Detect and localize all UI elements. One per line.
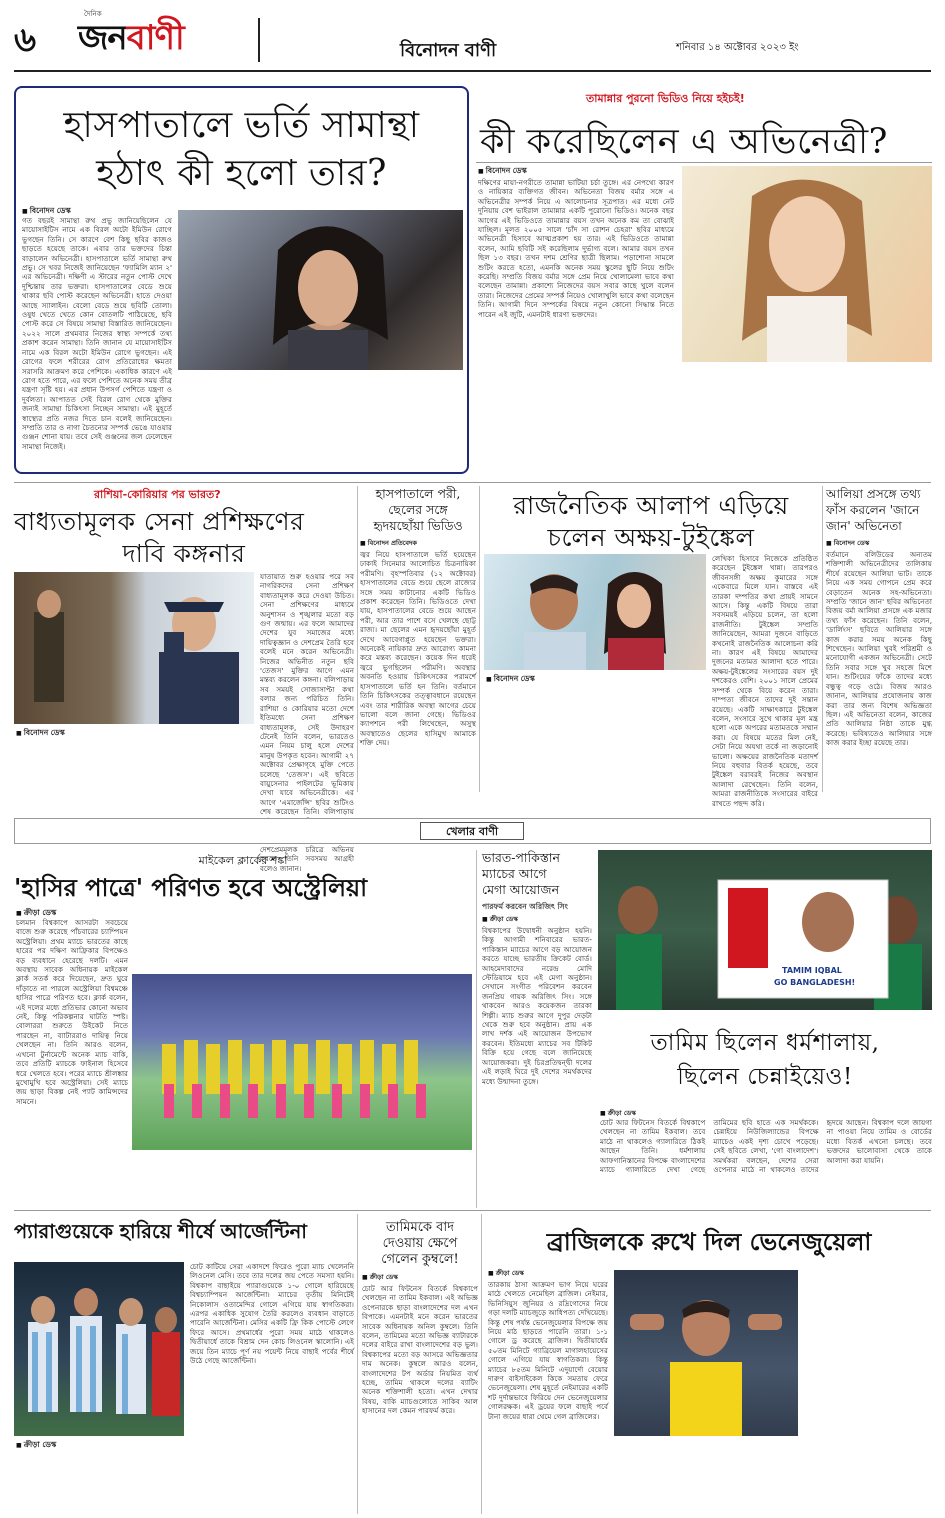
akshay-body: লেখিকা হিসাবে নিজেকে প্রতিষ্ঠিত করেছেন টুইঙ্কেল খান্না। তারপরও জীবনসঙ্গী অক্ষয় কুমারের সঙ্গে একেবারে মিলে যান। বাস্তবে এই তারকা দম্পতির কথা প্রায়ই সামনে আসে। কিন্তু একটি বিষয়ে তারা সবসময়ই এড়িয়ে চলেন, তা হলো রাজনীতি। টুইঙ্কেল সম্প্রতি জানিয়েছেন, আমরা দুজনে বাড়িতে কখনোই রাজনৈতিক আলোচনা করি না। কারণ এই বিষয়ে আমাদের দুজনের মতামত আলাদা হতে পারে। অক্ষয়-টুইঙ্কেলের সংসারের বয়স দুই দশকেরও বেশি। ২০০১ সালে প্রেমের সম্পর্ক থেকে বিয়ে করেন তারা। দাম্পত্য জীবনে তাদের দুই সন্তান রয়েছে। একটি সাক্ষাৎকারে টুইঙ্কেল বলেন, সংসারে সুখে থাকার মূল মন্ত্র হলো একে অপরের মতামতকে সম্মান করা। যে বিষয়ে মতের মিল নেই, সেটা নিয়ে অযথা তর্কে না জড়ানোই ভালো। অক্ষয়ের রাজনৈতিক মতাদর্শ নিয়ে বহুবার বিতর্ক হয়েছে, তবে টুইঙ্কেল বরাবরই নিজের অবস্থান আলাদা রেখেছেন। তিনি বলেন, আমরা রাজনীতিকে সংসারের বাইরে রাখতে পছন্দ করি। <box>712 554 818 808</box>
alia-byline: ■ বিনোদন ডেস্ক <box>826 538 869 549</box>
brazil-body-right <box>804 1270 932 1512</box>
brazil-body: তারকায় ঠাসা আক্রমণ ভাগ নিয়ে ঘরের মাঠে খেলতে নেমেছিল ব্রাজিল। নেইমার, ভিনিসিয়ুস জুনিয়র ও রদ্রিগোদের নিয়ে গড়া দলটি ম্যাচজুড়ে আধিপত্য দেখিয়েছে। কিন্তু শেষ পর্যন্ত ভেনেজুয়েলার বিপক্ষে জয় নিয়ে মাঠ ছাড়তে পারেনি তারা। ১-১ গোলে ড্র করেছে ব্রাজিল। দ্বিতীয়ার্ধের ৫০তম মিনিটে গ্যাব্রিয়েল মাগালহায়েসের গোলে এগিয়ে যায় স্বাগতিকরা। কিন্তু ম্যাচের ৮৫তম মিনিটে এদুয়ার্দো বেয়োর দারুণ বাইসাইকেল কিকে সমতায় ফেরে ভেনেজুয়েলা। শেষ মুহূর্তে নেইমারের একটি শট দুর্দান্তভাবে ফিরিয়ে দেন ভেনেজুয়েলার গোলরক্ষক। এই ড্রয়ের ফলে বাছাই পর্বে টানা জয়ের ধারা থেমে গেল ব্রাজিলের। <box>488 1280 608 1421</box>
hospital-body: গত বছরই সামান্থা রুথ প্রভু জানিয়েছিলেন যে মায়োসাইটিস নামে এক বিরল অটো ইমিউন রোগে ভুগছেন তিনি। সে কারণে বেশ কিছু ছবির কাজও ছাড়তে হয়েছে তাকে। এবার তার ভক্তদের চিন্তা বাড়ালেন অভিনেত্রী। হাসপাতালে ভর্তি সামান্থা রুথ প্রভু। সে খবর নিজেই জানিয়েছেন 'ফ্যামিলি ম্যান ২' এর অভিনেত্রী। দক্ষিণী এ স্টারের নতুন পোস্ট দেখে দুশ্চিন্তায় তার ভক্তরা। হাসপাতালের বেডে শুয়ে থাকার ছবি পোস্ট করেছেন অভিনেত্রী। হাতে দেওয়া আছে স্যালাইন। বেলো বেডে শুয়ে ছবিটি তোলা। ওষুধ খেতে খেতে কোন বোতলটি পাঠিয়েছে, ছবি পোস্ট করে সে বিষয়ে সামান্থা বিস্তারিত জানিয়েছেন। ২০২২ সালে প্রথমবার নিজের স্বাস্থ্য সম্পর্কে তথ্য প্রকাশ করেন সামান্থা। তিনি জানান যে মায়োসাইটিস নামে এক বিরল অটো ইমিউন রোগে ভুগছেন। এই রোগের ফলে শরীরের রোগ প্রতিরোধের ক্ষমতা সরাসরি আক্রমণ করে পেশিকে। একাধিক কারণে এই রোগ হতে পারে, এর ফলে পেশিতে অনেক সময় তীব্র যন্ত্রণা সৃষ্টি হয়। এর প্রধান উপসর্গ পেশিতে যন্ত্রণা ও দুর্বলতা। আপাতত সেই বিরল রোগ থেকে মুক্তির জন্যই সামান্থা চিকিৎসা নিচ্ছেন সামান্থা। এই মুহূর্তে স্বাস্থ্যের প্রতি নজর দিতে চান বলেই জানিয়েছেন। সম্প্রতি তার ও নাগা চৈতন্যের সম্পর্ক ভেঙে যাওয়ার গুঞ্জন শোনা যায়। তবে সেই গুঞ্জনের জল ঢেলেছেন সামান্থা নিজেই। <box>22 216 172 451</box>
tamanna-headline: কী করেছিলেন এ অভিনেত্রী? <box>480 122 888 162</box>
col-rule-4 <box>476 850 477 1208</box>
section-rule-1 <box>14 482 931 483</box>
article-alia <box>826 486 932 792</box>
kumble-byline: ■ ক্রীড়া ডেস্ক <box>362 1272 398 1283</box>
mega-headline-3: মেগা আয়োজন <box>482 882 560 897</box>
col-rule-1 <box>357 486 358 792</box>
masthead-small-label: দৈনিক <box>84 10 102 18</box>
akshay-byline: ■ বিনোদন ডেস্ক <box>486 674 535 686</box>
alia-headline-1: আলিয়া প্রসঙ্গে তথ্য <box>826 487 921 501</box>
akshay-body-bottom <box>484 686 706 792</box>
australia-team-photo <box>132 974 472 1150</box>
neymar-photo <box>614 1270 798 1436</box>
clarke-kicker: মাইকেল ক্লার্কের শঙ্কা <box>198 854 288 867</box>
kangana-kicker: রাশিয়া-কোরিয়ার পর ভারত? <box>94 488 221 501</box>
kangana-body: যাতায়াত শুরু হওয়ার পরে সব নাগরিকদের সেনা প্রশিক্ষণ বাধ্যতামূলক করে দেওয়া উচিত। সেনা প্রশিক্ষণের মাধ্যমে অনুশাসন ও শৃঙ্খলার মতো বড় গুণ জন্মায়। এর ফলে আমাদের দেশের যুব সমাজের মধ্যে দায়িত্বজ্ঞান ও দেশপ্রেম তৈরি হবে বলেই মনে করেন অভিনেত্রী। নিজের অভিনীত নতুন ছবি 'তেজস' মুক্তির আগে এমন মন্তব্য করলেন কঙ্গনা। বলিপাড়ায় সব সময়ই সোজাসাপ্টা কথা বলার জন্য পরিচিত তিনি। রাশিয়া ও কোরিয়ার মতো দেশে ইতিমধ্যে সেনা প্রশিক্ষণ বাধ্যতামূলক, সেই উদাহরণ টেনেই তিনি বলেন, ভারতেও এমন নিয়ম চালু হলে দেশের মানুষ উপকৃত হবেন। আগামী ২৭ অক্টোবর প্রেক্ষাগৃহে মুক্তি পেতে চলেছে 'তেজস'। এই ছবিতে বায়ুসেনার পাইলটের ভূমিকায় দেখা যাবে অভিনেত্রীকে। এর আগে 'এমার্জেন্সি' ছবির শুটিংও শেষ করেছেন তিনি। বলিপাড়ায় দেশপ্রেমমূলক চরিত্রে অভিনয় করতে তিনি সবসময় আগ্রহী বলেও জানান। <box>260 572 354 873</box>
akshay-headline-1: রাজনৈতিক আলাপ এড়িয়ে <box>513 491 789 520</box>
tamanna-byline: ■ বিনোদন ডেস্ক <box>478 166 527 178</box>
argentina-body-bottom <box>14 1452 354 1514</box>
col-rule-3 <box>822 486 823 792</box>
tamanna-body: দক্ষিণের মায়া-নগরীতে তামান্না ভাটিয়া চর্চা তুঙ্গে। এর নেপথ্যে কারণ ও নায়িকার ব্যক্তিগত জীবন। অভিনেতা বিজয় বর্মার সঙ্গে এ অভিনেত্রীর সম্পর্ক নিয়ে এ আলোচনার সূত্রপাত। এর মধ্যে নেট দুনিয়ায় বেশ ভাইরাল তামান্নার একটি পুরোনো ভিডিও। অনেক বছর আগের এই ভিডিওতে তামান্নার বয়স তখন অনেক কম তা বোঝাই যাচ্ছিল। মূলত ২০০৫ সালে 'চাঁদ সা রোশন চেহরা' ছবির মাধ্যমে অভিনেত্রী হিসাবে আত্মপ্রকাশ হয় তার। এই ভিডিওতে তামান্না বলেন, আমি ছবিটি সই করেছিলাম দুর্ভাগ্য বলে। আমার বয়স তখন ছিল ১৩ বছর। তখন দশম শ্রেণির ছাত্রী ছিলাম। পড়াশোনা সামলে শুটিং করতে হতো, এমনকি অনেক সময় স্কুলের ছুটি নিয়ে শুটিং করেছি। সম্প্রতি বিজয় বর্মার সঙ্গে প্রেম নিয়ে খোলামেলা ভাবে কথা বলেছেন তামান্না। প্রকাশ্যে নিজেদের বয়স সবার কাছে খুলে বলেন তারা। নিজেদের প্রেমের সম্পর্ক নিয়েও খোলাখুলি ভাবে কথা বলেছেন তিনি। আগামী দিনে সম্পর্কের বিষয়ে নতুন কোনো সিদ্ধান্ত নিতে পারেন এই জুটি, এমনটাই ধারণা ভক্তদের। <box>478 178 674 319</box>
brazil-headline: ব্রাজিলকে রুখে দিল ভেনেজুয়েলা <box>546 1227 872 1256</box>
clarke-body-top <box>132 918 472 970</box>
argentina-byline: ■ ক্রীড়া ডেস্ক <box>16 1440 56 1452</box>
tamim-banner-text-1: TAMIM IQBAL <box>782 966 842 975</box>
tamim-byline: ■ ক্রীড়া ডেস্ক <box>600 1108 636 1119</box>
pori-headline-1: হাসপাতালে পরী, <box>375 486 461 501</box>
clarke-body-bottom <box>132 1154 472 1208</box>
article-pori <box>360 486 476 792</box>
article-brazil <box>486 1214 932 1514</box>
kumble-headline-1: তামিমকে বাদ <box>386 1220 454 1235</box>
samantha-photo <box>178 210 463 370</box>
alia-headline-3: জান' অভিনেতা <box>826 519 902 533</box>
akshay-twinkle-photo <box>484 554 706 670</box>
section-rule-2 <box>14 1210 931 1211</box>
tamim-body: চোট আর ফিটনেস বিতর্কে বিশ্বকাপে খেলছেন না তামিম ইকবাল। তবে মাঠে না থাকলেও গ্যালারিতে ঠিকই আছেন তিনি। ধর্মশালায় আফগানিস্তানের বিপক্ষে বাংলাদেশের ম্যাচে গ্যালারিতে দেখা গেছে তামিমের ছবি হাতে এক সমর্থককে। চেন্নাইয়ে নিউজিল্যান্ডের বিপক্ষে ম্যাচেও একই দৃশ্য চোখে পড়েছে। সেই ছবিতে লেখা, 'গো বাংলাদেশ'। সমর্থকরা বলছেন, দেশের সেরা ওপেনার মাঠে না থাকলেও তাদের হৃদয়ে আছেন। বিশ্বকাপ দলে জায়গা না পাওয়া নিয়ে তামিম ও বোর্ডের মধ্যে বিতর্ক এখনো চলছে। তবে ভক্তদের ভালোবাসা থেকে তাকে আলাদা করা যায়নি। <box>600 1118 932 1175</box>
pori-body: জ্বর নিয়ে হাসপাতালে ভর্তি হয়েছেন ঢাকাই সিনেমার আলোচিত চিত্রনায়িকা পরীমণি। বৃহস্পতিবার (১২ অক্টোবর) হাসপাতালের বেডে শুয়ে ছেলে রাজ্যের সঙ্গে সময় কাটানোর একটি ভিডিও প্রকাশ করেছেন তিনি। ভিডিওতে দেখা যায়, হাসপাতালের বেডে শুয়ে আছেন পরী, আর তার পাশে বসে খেলছে ছোট্ট রাজ্য। মা ছেলের এমন হৃদয়ছোঁয়া মুহূর্ত দেখে আবেগাপ্লুত হয়েছেন ভক্তরা। অনেকেই নায়িকার দ্রুত আরোগ্য কামনা করে মন্তব্য করেছেন। কয়েক দিন ধরেই জ্বরে ভুগছিলেন পরীমণি। অবস্থার অবনতি হওয়ায় চিকিৎসকের পরামর্শে হাসপাতালে ভর্তি হন তিনি। বর্তমানে তিনি চিকিৎসকের তত্ত্বাবধানে রয়েছেন এবং তার শারীরিক অবস্থা আগের চেয়ে ভালো বলে জানা গেছে। ভিডিওর ক্যাপশনে পরী লিখেছেন, অসুস্থ অবস্থাতেও ছেলের হাসিমুখ আমাকে শক্তি দেয়। <box>360 550 476 748</box>
clarke-byline: ■ ক্রীড়া ডেস্ক <box>16 908 56 920</box>
kangana-headline-1: বাধ্যতামূলক সেনা প্রশিক্ষণের <box>14 507 305 536</box>
mega-headline-1: ভারত-পাকিস্তান <box>482 850 560 865</box>
paper-name-part1: জন <box>78 18 127 58</box>
argentina-headline: প্যারাগুয়েকে হারিয়ে শীর্ষে আর্জেন্টিনা <box>14 1220 307 1243</box>
mega-body: বিশ্বকাপের উদ্বোধনী অনুষ্ঠান হয়নি। কিন্তু আগামী শনিবারের ভারত-পাকিস্তান ম্যাচের আগে বড় আয়োজন করতে যাচ্ছে ভারতীয় ক্রিকেট বোর্ড। আহমেদাবাদের নরেন্দ্র মোদি স্টেডিয়ামে হবে এই মেগা অনুষ্ঠান। সেখানে সংগীত পরিবেশন করবেন জনপ্রিয় গায়ক অরিজিৎ সিং। সঙ্গে থাকবেন আরও কয়েকজন তারকা শিল্পী। ম্যাচ শুরুর আগে দুপুর দেড়টা থেকে শুরু হবে অনুষ্ঠান। প্রায় এক লাখ দর্শক এই আয়োজন উপভোগ করবেন। ইতিমধ্যে ম্যাচের সব টিকিট বিক্রি হয়ে গেছে বলে জানিয়েছে আয়োজকরা। দুই চিরপ্রতিদ্বন্দ্বী দলের এই লড়াই ঘিরে দুই দেশের সমর্থকদের মধ্যে উন্মাদনা তুঙ্গে। <box>482 926 592 1086</box>
tamim-fans-photo <box>598 850 932 1010</box>
col-rule-2 <box>479 486 480 792</box>
paper-name-part2: বাণী <box>126 18 184 58</box>
col-rule-6 <box>481 1214 482 1514</box>
mega-byline: ■ ক্রীড়া ডেস্ক <box>482 914 518 925</box>
col-rule-5 <box>357 1214 358 1514</box>
clarke-headline: 'হাসির পাত্রে' পরিণত হবে অস্ট্রেলিয়া <box>14 873 368 902</box>
alia-headline-2: ফাঁস করলেন 'জানে <box>826 503 920 517</box>
clarke-body: চলমান বিশ্বকাপে আসরটা সবচেয়ে বাজে শুরু করেছে পাঁচবারের চ্যাম্পিয়ন অস্ট্রেলিয়া। প্রথম ম্যাচে ভারতের কাছে হারের পর দক্ষিণ আফ্রিকার বিপক্ষেও বড় ব্যবধানে হেরেছে দলটি। এমন অবস্থায় সাবেক অধিনায়ক মাইকেল ক্লার্ক সতর্ক করে দিয়েছেন, দ্রুত ঘুরে দাঁড়াতে না পারলে অস্ট্রেলিয়া বিশ্বমঞ্চে হাসির পাত্রে পরিণত হবে। ক্লার্ক বলেন, এই দলের মধ্যে প্রতিভার কোনো অভাব নেই, কিন্তু পরিকল্পনার ঘাটতি স্পষ্ট। বোলাররা শুরুতে উইকেট নিতে পারছেন না, ব্যাটাররাও দায়িত্ব নিয়ে খেলছেন না। তিনি আরও বলেন, এখনো টুর্নামেন্টে অনেক ম্যাচ বাকি, তবে প্রতিটি ম্যাচকে ফাইনাল হিসেবে ধরে খেলতে হবে। পরের ম্যাচে শ্রীলঙ্কার মুখোমুখি হবে অস্ট্রেলিয়া। সেই ম্যাচে জয় ছাড়া বিকল্প নেই প্যাট কামিন্সদের সামনে। <box>16 918 128 1106</box>
kangana-photo <box>14 572 254 724</box>
tamanna-rule <box>476 162 932 163</box>
article-clarke <box>14 850 472 1208</box>
brazil-body-below-photo <box>614 1440 798 1512</box>
tamim-headline-1: তামিম ছিলেন ধর্মশালায়, <box>650 1030 880 1056</box>
section-name: বিনোদন বাণী <box>400 40 497 61</box>
alia-body: বর্তমানে বলিউডের অন্যতম শক্তিশালী অভিনেত্রীদের তালিকায় শীর্ষে রয়েছেন আলিয়া ভাট। তাকে নিয়ে এক সময় গোপনে প্রেম করে বেড়াতেন অনেক সহ-অভিনেতা। সম্প্রতি 'জানে জান' ছবির অভিনেতা বিজয় বর্মা আলিয়া প্রসঙ্গে এক মজার তথ্য ফাঁস করেছেন। তিনি বলেন, 'ডার্লিংস' ছবিতে আলিয়ার সঙ্গে কাজ করার সময় অনেক কিছু শিখেছেন। আলিয়া খুবই পরিশ্রমী ও মনোযোগী একজন অভিনেত্রী। সেটে তিনি সবার সঙ্গে খুব সহজে মিশে যান। শুটিংয়ের ফাঁকে তাদের মধ্যে বন্ধুত্ব গড়ে ওঠে। বিজয় আরও জানান, আলিয়ার প্রযোজনায় কাজ করা তার জন্য বিশেষ অভিজ্ঞতা ছিল। এই অভিনেতা বলেন, কাজের প্রতি আলিয়ার নিষ্ঠা তাকে মুগ্ধ করেছে। ভবিষ্যতেও আলিয়ার সঙ্গে কাজ করার ইচ্ছা রয়েছে তার। <box>826 550 932 748</box>
article-tamanna <box>476 80 932 480</box>
masthead <box>0 0 945 80</box>
tamim-headline-2: ছিলেন চেন্নাইয়েও! <box>677 1064 853 1090</box>
kangana-body-bottom <box>14 740 354 790</box>
page-number: ৬ <box>14 20 37 60</box>
pori-headline-3: হৃদয়ছোঁয়া ভিডিও <box>373 518 463 533</box>
masthead-divider <box>258 18 260 62</box>
hospital-byline: ■ বিনোদন ডেস্ক <box>22 206 71 218</box>
kangana-byline: ■ বিনোদন ডেস্ক <box>16 728 65 740</box>
sports-banner: খেলার বাণী <box>420 822 524 840</box>
masthead-rule <box>14 70 931 72</box>
kumble-headline-3: গেলেন কুম্বলে! <box>381 1252 459 1267</box>
mega-subhead: পারফর্ম করবেন অরিজিৎ সিং <box>482 902 568 911</box>
article-hospital <box>14 86 469 474</box>
article-mega-event <box>482 850 592 1208</box>
tamanna-photo <box>682 166 932 362</box>
hospital-body-cont <box>178 376 463 468</box>
hospital-headline-1: হাসপাতালে ভর্তি সামান্থা <box>63 105 420 146</box>
mega-headline-2: ম্যাচের আগে <box>482 866 547 881</box>
pori-headline-2: ছেলের সঙ্গে <box>388 502 448 517</box>
tamanna-body-cont <box>682 368 932 478</box>
pori-byline: ■ বিনোদন প্রতিবেদক <box>360 538 417 549</box>
argentina-players-photo <box>14 1262 184 1436</box>
kumble-body: চোট আর ফিটনেস বিতর্কে বিশ্বকাপে খেলছেন না তামিম ইকবাল। এই অভিজ্ঞ ওপেনারকে ছাড়া বাংলাদেশের দল এখন বিপাকে। এমনটাই মনে করেন ভারতের সাবেক অধিনায়ক অনিল কুম্বলে। তিনি বলেন, তামিমের মতো অভিজ্ঞ ব্যাটারকে দলের বাইরে রাখা বাংলাদেশের বড় ভুল। বিশ্বকাপের মতো বড় আসরে অভিজ্ঞতার দাম অনেক। কুম্বলে আরও বলেন, বাংলাদেশের টপ অর্ডার নিয়মিত ব্যর্থ হচ্ছে, তামিম থাকলে দলের ব্যাটিং অনেক শক্তিশালী হতো। এখন দেখার বিষয়, বাকি ম্যাচগুলোতে সাকিব আল হাসানের দল কেমন পারফর্ম করে। <box>362 1284 478 1416</box>
article-kumble <box>362 1214 478 1514</box>
tamim-banner-text-2: GO BANGLADESH! <box>774 978 856 987</box>
paper-logo <box>78 12 184 69</box>
akshay-headline-2: চলেন অক্ষয়-টুইঙ্কেল <box>547 523 755 552</box>
hospital-headline-2: হঠাৎ কী হলো তার? <box>96 153 387 194</box>
kangana-headline-2: দাবি কঙ্গনার <box>122 539 246 568</box>
publication-date: শনিবার ১৪ অক্টোবর ২০২৩ ইং <box>676 42 799 53</box>
kumble-headline-2: দেওয়ায় ক্ষেপে <box>382 1236 458 1251</box>
argentina-body: চোট কাটিয়ে সেরা একাদশে ফিরেও পুরো ম্যাচ খেলেননি লিওনেল মেসি। তবে তার দলের জয় পেতে সমস্যা হয়নি। বিশ্বকাপ বাছাইয়ে প্যারাগুয়েকে ১-০ গোলে হারিয়েছে বিশ্বচ্যাম্পিয়ন আর্জেন্টিনা। ম্যাচের তৃতীয় মিনিটেই নিকোলাস ওতামেন্দির গোলে এগিয়ে যায় স্বাগতিকরা। এরপর একাধিক সুযোগ তৈরি করলেও ব্যবধান বাড়াতে পারেনি আর্জেন্টিনা। মেসির একটি ফ্রি কিক পোস্টে লেগে ফিরে আসে। প্রথমার্ধের পুরো সময় মাঠে থাকলেও দ্বিতীয়ার্ধে তাকে বিশ্রাম দেন কোচ লিওনেল স্কালোনি। এই জয়ে তিন ম্যাচে পূর্ণ নয় পয়েন্ট নিয়ে বাছাই পর্বের শীর্ষে উঠে গেছে আর্জেন্টিনা। <box>190 1262 354 1366</box>
tamanna-kicker: তামান্নার পুরনো ভিডিও নিয়ে হইচই! <box>586 92 745 105</box>
brazil-byline: ■ ক্রীড়া ডেস্ক <box>488 1268 524 1279</box>
